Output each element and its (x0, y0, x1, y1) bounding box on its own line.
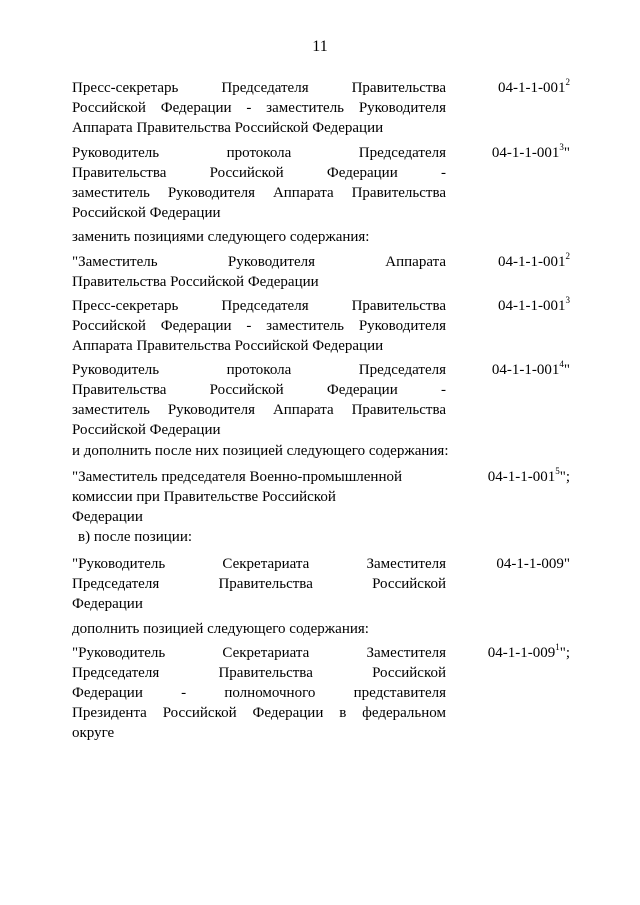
position-title (72, 467, 446, 527)
position-title (72, 78, 446, 138)
position-code: $04-1-1-001^2$ (498, 251, 570, 270)
position-title (72, 296, 446, 356)
text-line: Руководитель протокола Председателя (72, 362, 446, 378)
text-line: Председателя Правительства Российской (72, 576, 446, 592)
text-line: Аппарата Правительства Российской Федерации (72, 120, 384, 136)
text-line: Российской Федерации (72, 205, 221, 221)
text-line: округе (72, 725, 115, 741)
instruction-note: в) после позиции: (78, 529, 193, 545)
position-code: $04-1-1-001^3$ (498, 295, 570, 314)
text-line: Аппарата Правительства Российской Федерации (72, 338, 384, 354)
position-entry (72, 143, 446, 223)
position-entry (72, 296, 446, 356)
text-line: комиссии при Правительстве Российской (72, 489, 336, 505)
position-entry (72, 643, 446, 743)
text-line: Руководитель протокола Председателя (72, 145, 446, 161)
position-title (72, 143, 446, 223)
text-line: Председателя Правительства Российской (72, 665, 446, 681)
position-entry (72, 78, 446, 138)
text-line: "Заместитель председателя Военно-промышленной (72, 469, 402, 485)
position-code: $04-1-1-009^1$"; (487, 642, 570, 661)
text-line: заместитель Руководителя Аппарата Правительства (72, 185, 446, 201)
text-line: Федерации - полномочного представителя (72, 685, 446, 701)
position-title (72, 252, 446, 292)
text-line: Правительства Российской Федерации (72, 274, 319, 290)
position-entry (72, 554, 446, 614)
position-entry (72, 252, 446, 292)
text-line: заместитель Руководителя Аппарата Правительства (72, 402, 446, 418)
instruction-note: и дополнить после них позицией следующего содержания: (72, 443, 449, 459)
text-line: Российской Федерации (72, 422, 221, 438)
instruction-note: дополнить позицией следующего содержания: (72, 621, 369, 637)
position-entry (72, 467, 446, 527)
text-line: Российской Федерации - заместитель Руководителя (72, 100, 446, 116)
position-code: $04-1-1-001^2$ (498, 77, 570, 96)
text-line: Пресс-секретарь Председателя Правительства (72, 80, 446, 96)
position-code: 04-1-1-009" (496, 556, 570, 572)
text-line: Федерации (72, 596, 143, 612)
text-line: Президента Российской Федерации в федеральном (72, 705, 446, 721)
text-line: Пресс-секретарь Председателя Правительства (72, 298, 446, 314)
position-code: $04-1-1-001^5$"; (487, 466, 570, 485)
text-line: Федерации (72, 509, 143, 525)
text-line: Правительства Российской Федерации - (72, 165, 446, 181)
position-entry (72, 360, 446, 440)
position-title (72, 360, 446, 440)
text-line: "Руководитель Секретариата Заместителя (72, 645, 446, 661)
text-line: "Заместитель Руководителя Аппарата (72, 254, 446, 270)
text-line: "Руководитель Секретариата Заместителя (72, 556, 446, 572)
text-line: Российской Федерации - заместитель Руководителя (72, 318, 446, 334)
page-number: 11 (312, 38, 328, 55)
text-line: Правительства Российской Федерации - (72, 382, 446, 398)
position-code: $04-1-1-001^3$" (491, 142, 570, 161)
position-title (72, 554, 446, 614)
position-code: $04-1-1-001^4$" (491, 359, 570, 378)
position-title (72, 643, 446, 743)
instruction-note: заменить позициями следующего содержания: (72, 229, 370, 245)
